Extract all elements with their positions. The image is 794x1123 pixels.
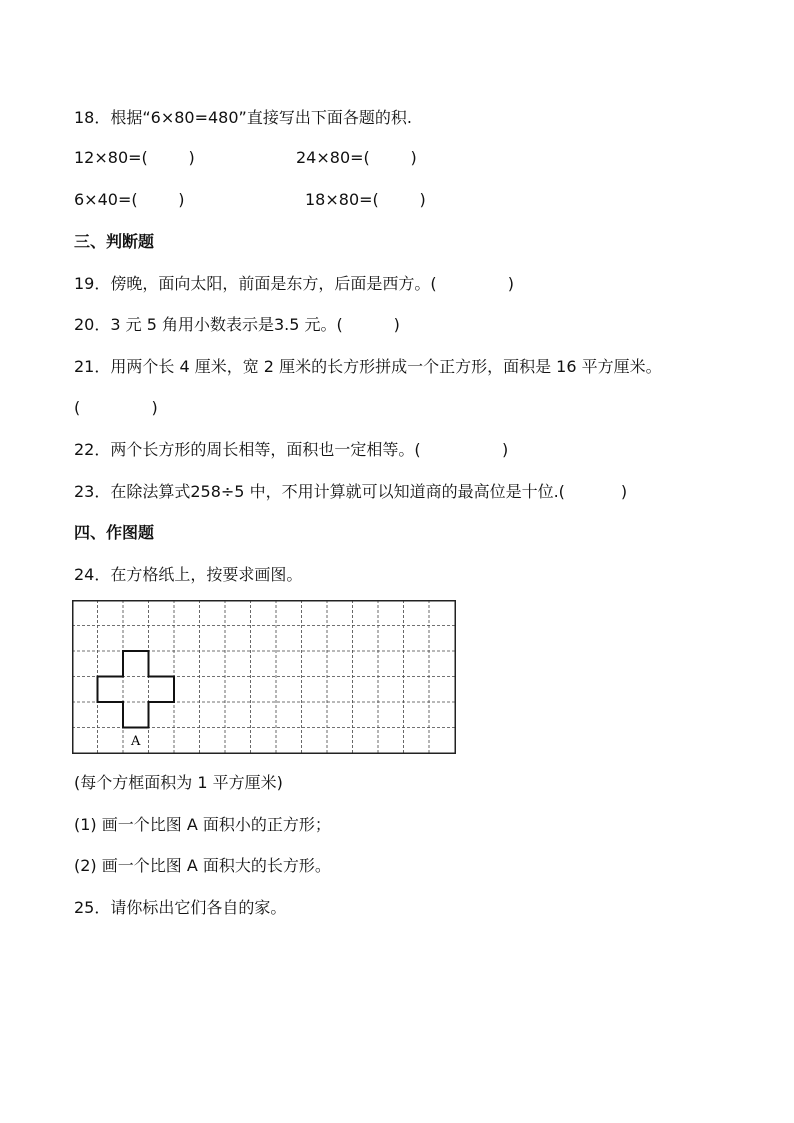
grid-border xyxy=(73,601,456,754)
q20-text: 20．3 元 5 角用小数表示是3.5 元。( ) xyxy=(74,315,400,334)
figure-a-cross xyxy=(98,651,175,728)
grid-lines xyxy=(72,600,456,754)
q21-line1: 21．用两个长 4 厘米，宽 2 厘米的长方形拼成一个正方形，面积是 16 平方厘米。 xyxy=(74,357,662,376)
q25-text: 25．请你标出它们各自的家。 xyxy=(74,898,287,917)
q18-title: 18．根据“6×80=480”直接写出下面各题的积. xyxy=(74,108,412,127)
q24-item1: (1) 画一个比图 A 面积小的正方形； xyxy=(74,815,331,834)
q24-item2: (2) 画一个比图 A 面积大的长方形。 xyxy=(74,856,331,875)
q18-row1-left: 12×80=( ) xyxy=(74,148,195,167)
grid-paper xyxy=(72,600,456,754)
grid-svg xyxy=(72,600,456,754)
q24-title: 24．在方格纸上，按要求画图。 xyxy=(74,565,303,584)
q21-line2: ( ) xyxy=(74,398,158,417)
q23-text: 23．在除法算式258÷5 中，不用计算就可以知道商的最高位是十位.( ) xyxy=(74,482,628,501)
q18-row1-right: 24×80=( ) xyxy=(296,148,417,167)
q18-row2-right: 18×80=( ) xyxy=(305,190,426,209)
q24-note: (每个方框面积为 1 平方厘米) xyxy=(74,773,283,792)
q22-text: 22．两个长方形的周长相等，面积也一定相等。( ) xyxy=(74,440,509,459)
q19-text: 19．傍晚，面向太阳，前面是东方，后面是西方。( ) xyxy=(74,274,515,293)
section4-heading: 四、作图题 xyxy=(74,523,155,542)
q18-row2-left: 6×40=( ) xyxy=(74,190,185,209)
figure-a-label: A xyxy=(131,734,141,749)
section3-heading: 三、判断题 xyxy=(74,232,155,251)
